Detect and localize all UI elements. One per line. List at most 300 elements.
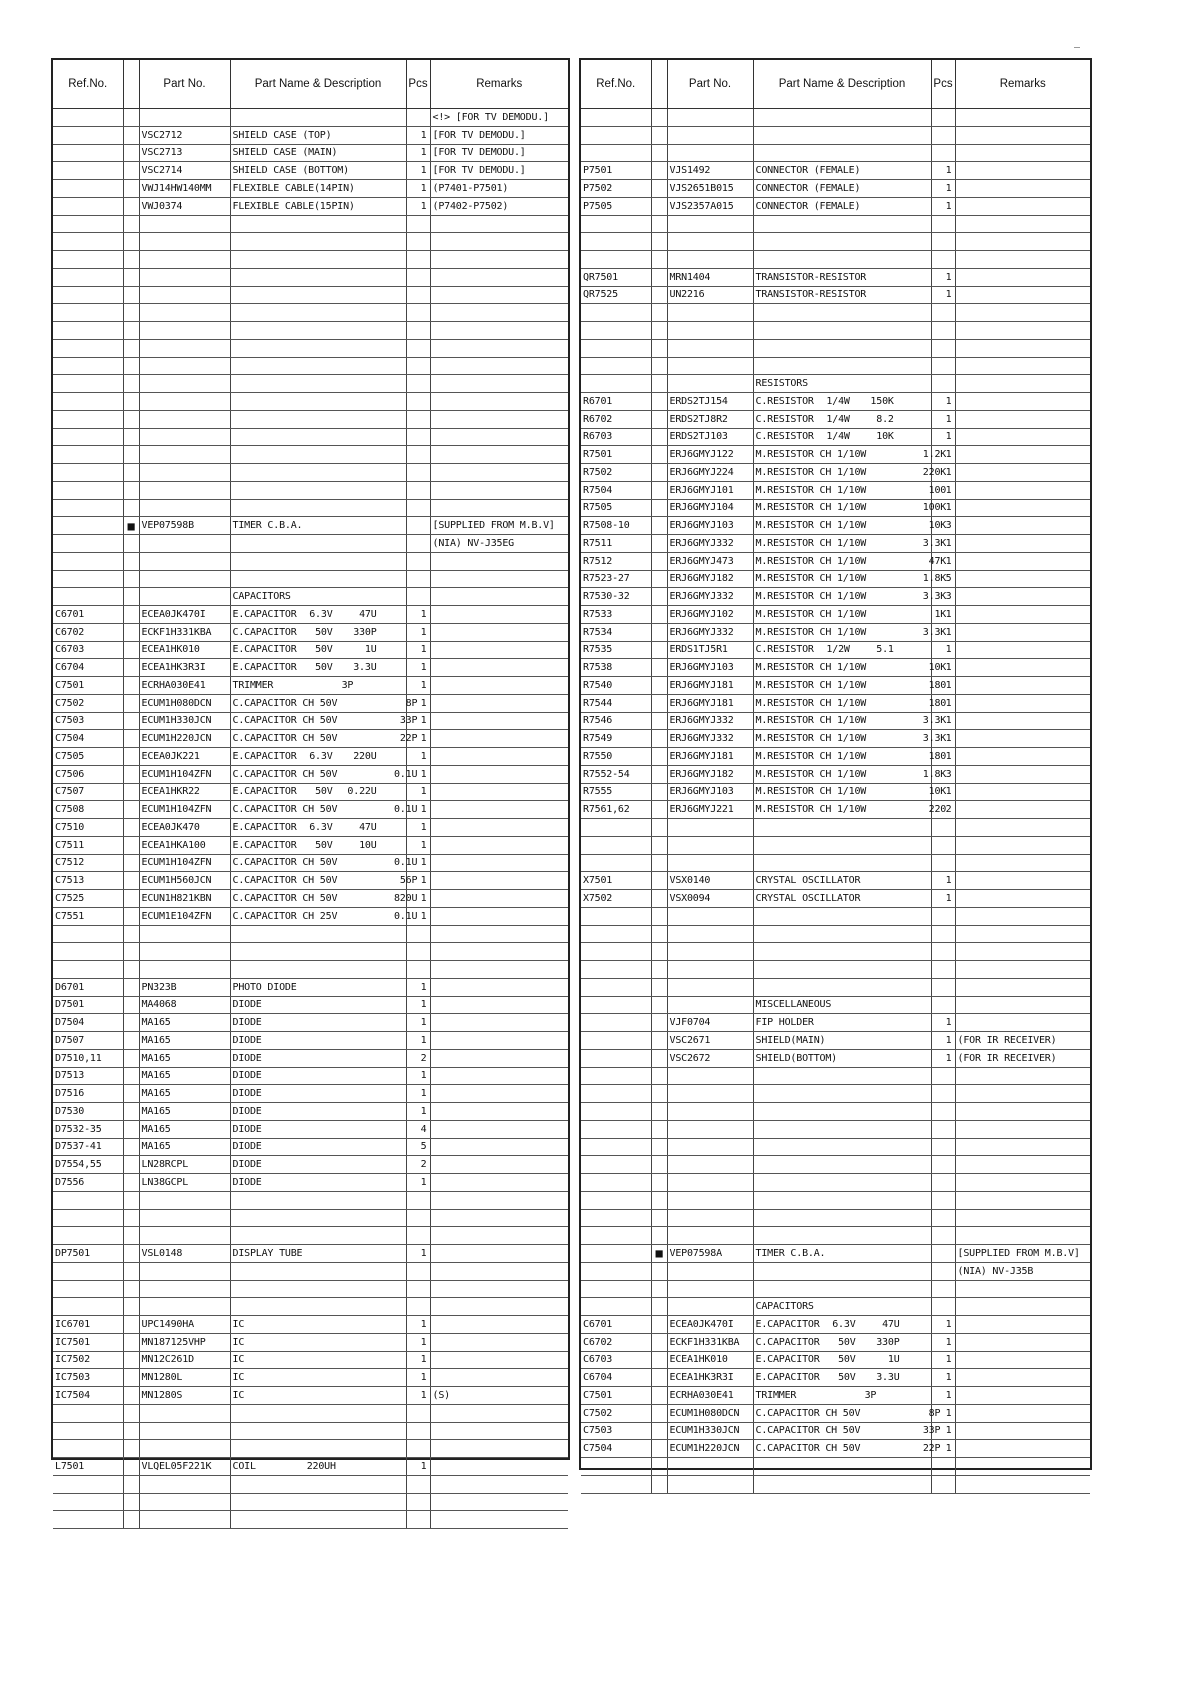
part-description: [753, 659, 947, 677]
parts-list-left: [51, 58, 570, 1472]
remarks: [430, 623, 568, 641]
pcs-count: [406, 499, 430, 517]
part-description: [753, 1032, 931, 1050]
description-text: DIODE: [232, 1176, 262, 1188]
component-value: 0.1U: [393, 910, 418, 922]
supply-mark: [651, 1138, 667, 1156]
part-no: [139, 1280, 230, 1298]
description-text: DIODE: [232, 1017, 262, 1029]
pcs-count: [406, 1511, 430, 1529]
remarks: [955, 677, 1090, 695]
supply-mark: [123, 836, 139, 854]
table-row: [53, 1085, 568, 1103]
pcs-count: 1: [931, 730, 955, 748]
description-text: IC: [232, 1389, 245, 1401]
pcs-count: [406, 481, 430, 499]
description-text: E.CAPACITOR: [232, 750, 297, 762]
table-row: [581, 872, 1090, 890]
table-row: [53, 233, 568, 251]
supply-mark: [123, 925, 139, 943]
pcs-count: 1: [931, 890, 955, 908]
part-description: [753, 1280, 931, 1298]
ref-no: [581, 233, 651, 251]
table-row: [581, 925, 1090, 943]
pcs-count: [931, 836, 955, 854]
table-row: [53, 410, 568, 428]
supply-mark: [651, 748, 667, 766]
description-text: C.CAPACITOR CH 50V: [232, 733, 338, 745]
description-text: TIMER C.B.A.: [755, 1247, 826, 1259]
supply-mark: [651, 1209, 667, 1227]
pcs-count: [931, 126, 955, 144]
ref-no: [53, 109, 123, 127]
rating-value: 6.3V: [309, 821, 333, 833]
part-description: [230, 517, 406, 535]
pcs-count: [406, 943, 430, 961]
remarks: [955, 517, 1090, 535]
description-text: DIODE: [232, 999, 262, 1011]
part-no: MN187125VHP: [139, 1333, 230, 1351]
part-description: [753, 322, 931, 340]
rating-value: 1/2W: [826, 644, 850, 656]
ref-no: R7511: [581, 535, 651, 553]
part-no: [139, 588, 230, 606]
table-row: [53, 765, 568, 783]
description-text: IC: [232, 1354, 245, 1366]
description-text: E.CAPACITOR: [232, 839, 297, 851]
part-no: [667, 357, 753, 375]
description-text: C.CAPACITOR CH 50V: [232, 768, 338, 780]
part-no: VEP07598B: [139, 517, 230, 535]
remarks: [955, 1174, 1090, 1192]
ref-no: [53, 393, 123, 411]
remarks: [955, 748, 1090, 766]
part-description: [753, 162, 931, 180]
pcs-count: 1: [406, 783, 430, 801]
remarks: [955, 1351, 1090, 1369]
component-value: 10K: [928, 786, 947, 798]
supply-mark: [123, 872, 139, 890]
part-no: [667, 925, 753, 943]
table-row: [53, 1351, 568, 1369]
part-description: [753, 570, 947, 588]
component-value: 5.1: [876, 644, 894, 656]
pcs-count: [931, 251, 955, 269]
part-no: ECEA0JK470I: [667, 1316, 753, 1334]
component-value: 150K: [870, 395, 894, 407]
pcs-count: 1: [406, 712, 430, 730]
description-text: DIODE: [232, 1123, 262, 1135]
remarks: [955, 464, 1090, 482]
table-row: [581, 481, 1090, 499]
component-value: 1.8K: [922, 768, 947, 780]
description-text: CAPACITORS: [232, 591, 291, 603]
table-row: [581, 694, 1090, 712]
description-text: FLEXIBLE CABLE(15PIN): [232, 200, 355, 212]
remarks: [430, 961, 568, 979]
component-value: 47K: [928, 555, 947, 567]
table-row: [581, 357, 1090, 375]
table-row: [581, 1245, 1090, 1263]
pcs-count: 1: [931, 552, 955, 570]
supply-mark: [651, 765, 667, 783]
part-no: [139, 357, 230, 375]
pcs-count: [406, 535, 430, 553]
part-no: [667, 1067, 753, 1085]
pcs-count: 1: [931, 1032, 955, 1050]
pcs-count: 5: [931, 570, 955, 588]
table-row: [53, 1138, 568, 1156]
ref-no: [581, 215, 651, 233]
part-description: [753, 1209, 931, 1227]
description-text: SHIELD CASE (BOTTOM): [232, 165, 349, 177]
part-no: VSX0140: [667, 872, 753, 890]
ref-no: [53, 1440, 123, 1458]
supply-mark: [651, 1049, 667, 1067]
ref-no: [53, 1209, 123, 1227]
part-no: [667, 996, 753, 1014]
ref-no: R7549: [581, 730, 651, 748]
header-name: Part Name & Description: [753, 60, 931, 109]
supply-mark: [123, 996, 139, 1014]
ref-no: [53, 1475, 123, 1493]
part-description: [230, 712, 418, 730]
part-no: [667, 251, 753, 269]
supply-mark: [123, 730, 139, 748]
supply-mark: [651, 517, 667, 535]
part-description: [753, 801, 947, 819]
part-description: [230, 1351, 406, 1369]
part-description: [753, 1156, 931, 1174]
table-row: [53, 925, 568, 943]
part-description: [230, 748, 406, 766]
component-value: 100K: [922, 502, 947, 514]
table-row: [53, 375, 568, 393]
part-description: [753, 428, 931, 446]
part-no: [667, 1191, 753, 1209]
part-description: [753, 1458, 931, 1476]
description-text: DIODE: [232, 1141, 262, 1153]
part-description: [230, 304, 406, 322]
ref-no: IC7502: [53, 1351, 123, 1369]
pcs-count: [931, 357, 955, 375]
header-name: Part Name & Description: [230, 60, 406, 109]
part-description: [753, 552, 947, 570]
remarks: [955, 109, 1090, 127]
pcs-count: 4: [406, 1120, 430, 1138]
remarks: [FOR TV DEMODU.]: [430, 126, 568, 144]
component-value: 220K: [922, 466, 947, 478]
ref-no: [53, 1227, 123, 1245]
supply-mark: [123, 588, 139, 606]
pcs-count: 1: [931, 286, 955, 304]
pcs-count: [406, 1422, 430, 1440]
rating-value: 50V: [315, 786, 333, 798]
pcs-count: [406, 464, 430, 482]
pcs-count: [931, 322, 955, 340]
description-text: M.RESISTOR CH 1/10W: [755, 573, 867, 585]
pcs-count: [406, 925, 430, 943]
part-description: [753, 393, 931, 411]
remarks: [430, 1440, 568, 1458]
table-row: [581, 801, 1090, 819]
part-no: ECUM1H560JCN: [139, 872, 230, 890]
part-no: ERDS2TJ103: [667, 428, 753, 446]
remarks: [430, 1298, 568, 1316]
description-text: E.CAPACITOR: [232, 821, 297, 833]
ref-no: [53, 1280, 123, 1298]
ref-no: [53, 1404, 123, 1422]
component-value: 47U: [359, 608, 377, 620]
remarks: [955, 410, 1090, 428]
remarks: [955, 978, 1090, 996]
ref-no: R6701: [581, 393, 651, 411]
pcs-count: 1: [406, 1014, 430, 1032]
ref-no: C7512: [53, 854, 123, 872]
header-mark: [651, 60, 667, 109]
part-description: [753, 730, 947, 748]
part-description: [753, 1333, 931, 1351]
pcs-count: [406, 1440, 430, 1458]
part-description: [230, 925, 406, 943]
corner-mark: [1074, 47, 1080, 48]
table-row: [53, 1227, 568, 1245]
part-no: [667, 1458, 753, 1476]
header-pcs: Pcs: [406, 60, 430, 109]
rating-value: 50V: [838, 1372, 856, 1384]
supply-mark: [123, 428, 139, 446]
pcs-count: 1: [406, 1067, 430, 1085]
part-description: [230, 393, 406, 411]
description-text: C.RESISTOR: [755, 395, 814, 407]
table-row: [581, 1085, 1090, 1103]
table-row: [581, 890, 1090, 908]
table-row: [581, 623, 1090, 641]
description-text: TRANSISTOR-RESISTOR: [755, 289, 867, 301]
part-no: ECUM1H330JCN: [139, 712, 230, 730]
table-row: [581, 819, 1090, 837]
table-row: [581, 1422, 1090, 1440]
part-no: ECKF1H331KBA: [139, 623, 230, 641]
table-row: [581, 1475, 1090, 1493]
remarks: [430, 1085, 568, 1103]
supply-mark: [651, 339, 667, 357]
supply-mark: [123, 641, 139, 659]
part-description: [230, 677, 406, 695]
part-no: MA165: [139, 1103, 230, 1121]
table-row: [53, 712, 568, 730]
ref-no: [53, 251, 123, 269]
header-row: [581, 60, 1090, 109]
supply-mark: [123, 464, 139, 482]
description-text: M.RESISTOR CH 1/10W: [755, 786, 867, 798]
part-description: [230, 428, 406, 446]
table-row: [581, 464, 1090, 482]
supply-mark: [651, 1032, 667, 1050]
pcs-count: 1: [406, 1245, 430, 1263]
part-no: ECRHA030E41: [139, 677, 230, 695]
table-row: [53, 1049, 568, 1067]
ref-no: [53, 1298, 123, 1316]
component-value: 8.2: [876, 413, 894, 425]
pcs-count: [406, 588, 430, 606]
table-row: [53, 251, 568, 269]
ref-no: [53, 943, 123, 961]
pcs-count: [931, 233, 955, 251]
ref-no: C6703: [53, 641, 123, 659]
part-description: [753, 641, 931, 659]
description-text: M.RESISTOR CH 1/10W: [755, 679, 867, 691]
supply-mark: [651, 535, 667, 553]
part-no: [667, 1475, 753, 1493]
part-no: [667, 1262, 753, 1280]
remarks: [955, 1014, 1090, 1032]
supply-mark: [123, 339, 139, 357]
part-no: [139, 268, 230, 286]
ref-no: [581, 836, 651, 854]
component-value: 330P: [876, 1336, 900, 1348]
table-row: [581, 375, 1090, 393]
component-value: 1U: [364, 644, 377, 656]
ref-no: [581, 1049, 651, 1067]
description-text: MISCELLANEOUS: [755, 999, 832, 1011]
table-row: [581, 1156, 1090, 1174]
ref-no: [581, 1138, 651, 1156]
remarks: [SUPPLIED FROM M.B.V]: [430, 517, 568, 535]
description-text: CONNECTOR (FEMALE): [755, 200, 861, 212]
ref-no: [53, 197, 123, 215]
pcs-count: [406, 1404, 430, 1422]
remarks: [955, 570, 1090, 588]
pcs-count: 1: [931, 464, 955, 482]
ref-no: R7538: [581, 659, 651, 677]
ref-no: [53, 552, 123, 570]
ref-no: C7508: [53, 801, 123, 819]
supply-mark: [123, 286, 139, 304]
pcs-count: [931, 1280, 955, 1298]
part-description: [753, 1351, 931, 1369]
component-value: 0.1U: [393, 804, 418, 816]
remarks: [430, 304, 568, 322]
component-value: 180: [928, 679, 947, 691]
description-text: M.RESISTOR CH 1/10W: [755, 591, 867, 603]
remarks: [955, 126, 1090, 144]
ref-no: [53, 588, 123, 606]
part-description: [230, 943, 406, 961]
table-row: [581, 393, 1090, 411]
remarks: [430, 907, 568, 925]
part-no: ERJ6GMYJ103: [667, 659, 753, 677]
remarks: [430, 1422, 568, 1440]
table-row: [581, 215, 1090, 233]
part-no: [139, 286, 230, 304]
description-text: C.CAPACITOR CH 25V: [232, 910, 338, 922]
part-no: [667, 1298, 753, 1316]
remarks: [430, 783, 568, 801]
part-description: [753, 1245, 931, 1263]
description-text: C.RESISTOR: [755, 644, 814, 656]
pcs-count: 1: [931, 606, 955, 624]
pcs-count: 1: [931, 268, 955, 286]
pcs-count: 1: [406, 1387, 430, 1405]
ref-no: [581, 1156, 651, 1174]
remarks: [430, 659, 568, 677]
part-description: [753, 943, 931, 961]
table-row: [53, 588, 568, 606]
description-text: E.CAPACITOR: [755, 1354, 820, 1366]
remarks: [430, 978, 568, 996]
remarks: [955, 552, 1090, 570]
ref-no: R6702: [581, 410, 651, 428]
supply-mark: [651, 197, 667, 215]
ref-no: [581, 1191, 651, 1209]
part-no: [139, 1262, 230, 1280]
component-value: 220: [928, 804, 947, 816]
pcs-count: 1: [931, 393, 955, 411]
pcs-count: 1: [406, 801, 430, 819]
table-row: [581, 109, 1090, 127]
remarks: [430, 446, 568, 464]
ref-no: D7554,55: [53, 1156, 123, 1174]
table-row: [581, 978, 1090, 996]
ref-no: [581, 322, 651, 340]
part-no: ERJ6GMYJ122: [667, 446, 753, 464]
ref-no: C7504: [581, 1440, 651, 1458]
part-no: ERDS2TJ8R2: [667, 410, 753, 428]
part-description: [753, 410, 931, 428]
part-no: ERJ6GMYJ332: [667, 623, 753, 641]
part-description: [230, 1404, 406, 1422]
ref-no: R7523-27: [581, 570, 651, 588]
component-value: 180: [928, 697, 947, 709]
part-description: [753, 109, 931, 127]
ref-no: [581, 109, 651, 127]
ref-no: [53, 286, 123, 304]
part-description: [753, 1440, 941, 1458]
part-no: [667, 1120, 753, 1138]
part-no: [139, 375, 230, 393]
supply-mark: [651, 694, 667, 712]
remarks: [955, 854, 1090, 872]
supply-mark: [123, 943, 139, 961]
remarks: [430, 748, 568, 766]
supply-mark: [123, 1440, 139, 1458]
ref-no: C7502: [53, 694, 123, 712]
pcs-count: 1: [406, 180, 430, 198]
ref-no: [581, 126, 651, 144]
table-row: [53, 730, 568, 748]
part-description: [230, 233, 406, 251]
supply-mark: [651, 1014, 667, 1032]
supply-mark: [123, 304, 139, 322]
part-description: [753, 1316, 931, 1334]
description-text: C.RESISTOR: [755, 431, 814, 443]
supply-mark: [123, 322, 139, 340]
remarks: [955, 872, 1090, 890]
component-value: 820U: [393, 892, 418, 904]
header-ref: Ref.No.: [581, 60, 651, 109]
remarks: [430, 730, 568, 748]
ref-no: C6702: [581, 1333, 651, 1351]
component-value: 3.3K: [922, 715, 947, 727]
part-description: [753, 1404, 941, 1422]
pcs-count: [931, 943, 955, 961]
ref-no: [581, 1085, 651, 1103]
remarks: [955, 1209, 1090, 1227]
part-description: [230, 836, 406, 854]
remarks: [955, 1156, 1090, 1174]
supply-mark: [651, 996, 667, 1014]
